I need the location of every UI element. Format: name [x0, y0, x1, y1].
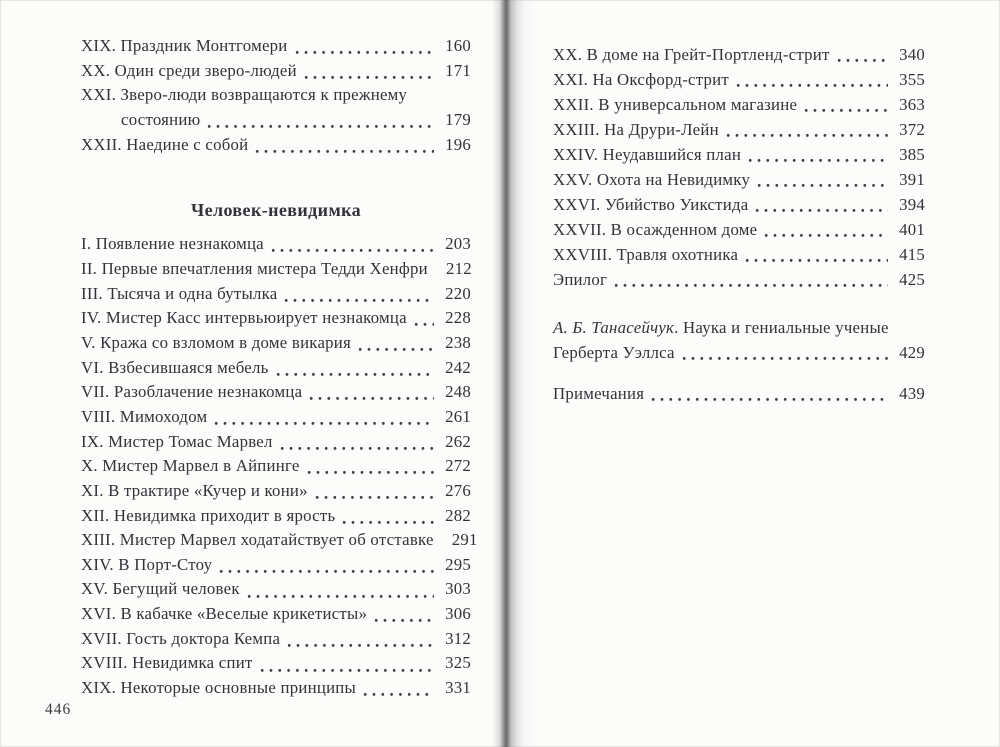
- toc-page-number: 196: [445, 134, 471, 154]
- toc-entry-line: [81, 282, 471, 307]
- toc-entry-line: [81, 257, 471, 282]
- toc-page-number: 306: [445, 604, 471, 624]
- toc-entry-text: III. Тысяча и одна бутылка: [81, 283, 278, 303]
- toc-entry-text: . Наука и гениальные ученые: [674, 318, 889, 337]
- dot-leader: [271, 240, 434, 257]
- toc-page-number: 171: [445, 60, 471, 80]
- toc-entry-line: [553, 315, 925, 340]
- toc-entry-text: XII. Невидимка приходит в ярость: [81, 505, 336, 525]
- toc-page-number: 372: [899, 120, 925, 139]
- toc-page-number: 363: [899, 95, 925, 114]
- toc-entry-text: VIII. Мимоходом: [81, 406, 208, 426]
- toc-entry-text: XXI. Зверо-люди возвращаются к прежнему: [81, 85, 408, 105]
- book-gutter-shadow: [492, 0, 534, 747]
- toc-page-number: 248: [445, 382, 471, 402]
- toc-section: [553, 42, 925, 292]
- toc-entry-text: XIII. Мистер Марвел ходатайствует об отставке: [81, 530, 434, 550]
- toc-entry-line: [81, 306, 471, 331]
- toc-entry-text: XX. В доме на Грейт-Портленд-стрит: [553, 45, 830, 64]
- dot-leader: [219, 560, 434, 577]
- toc-entry-line: [81, 133, 471, 158]
- toc-section: [553, 315, 925, 365]
- toc-entry-line: [81, 479, 471, 504]
- dot-leader: [276, 363, 434, 380]
- toc-entry-line: [81, 577, 471, 602]
- toc-entry-line: [81, 528, 478, 553]
- toc-entry-text: IX. Мистер Томас Марвел: [81, 431, 273, 451]
- toc-entry-line: [553, 242, 925, 267]
- toc-entry-continuation: [81, 108, 471, 133]
- dot-leader: [745, 250, 888, 267]
- dot-leader: [284, 289, 434, 306]
- toc-left-page: [45, 34, 478, 718]
- toc-page-number: 179: [445, 109, 471, 129]
- dot-leader: [214, 413, 434, 430]
- toc-entry-text: XIX. Праздник Монтгомери: [81, 36, 288, 55]
- toc-page-number: 238: [445, 332, 471, 352]
- toc-entry-line: [81, 83, 471, 108]
- toc-page-number: 391: [899, 170, 925, 189]
- toc-entry-text: XIX. Некоторые основные принципы: [81, 678, 357, 698]
- toc-page-number: 261: [445, 406, 471, 426]
- toc-entry-text: XXVI. Убийство Уикстида: [553, 195, 749, 214]
- toc-page-number: 385: [899, 145, 925, 164]
- toc-entry-line: [81, 34, 471, 59]
- dot-leader: [207, 116, 434, 133]
- toc-page-number: 439: [899, 384, 925, 403]
- toc-entry-line: [81, 380, 471, 405]
- dot-leader: [764, 225, 888, 242]
- toc-entry-text: XVII. Гость доктора Кемпа: [81, 628, 281, 648]
- toc-entry-line: [81, 676, 471, 701]
- dot-leader: [374, 610, 434, 627]
- toc-page-number: 212: [445, 258, 472, 278]
- toc-page-number: 220: [445, 283, 471, 303]
- dot-leader: [682, 348, 888, 365]
- dot-leader: [414, 314, 434, 331]
- dot-leader: [255, 140, 434, 157]
- toc-page-number: 429: [899, 343, 925, 362]
- dot-leader: [358, 339, 434, 356]
- toc-entry-text: XXIII. На Друри-Лейн: [553, 120, 719, 139]
- toc-right-page: [553, 42, 925, 406]
- toc-entry-text: XVIII. Невидимка спит: [81, 653, 253, 673]
- toc-page-number: 228: [445, 308, 471, 328]
- dot-leader: [755, 200, 888, 217]
- toc-entry-line: [81, 627, 471, 652]
- toc-page-number: 325: [445, 653, 471, 673]
- toc-entry-text: II. Первые впечатления мистера Тедди Хенфри: [81, 258, 428, 278]
- dot-leader: [280, 437, 434, 454]
- toc-entry-line: [81, 232, 471, 257]
- toc-entry-text: XIV. В Порт-Стоу: [81, 554, 213, 574]
- toc-page-number: 303: [445, 579, 471, 599]
- toc-entry-text: XXVII. В осажденном доме: [553, 220, 758, 239]
- toc-page-number: 272: [445, 456, 471, 476]
- toc-section: [81, 34, 471, 157]
- toc-entry-line: [553, 167, 925, 192]
- toc-entry-continuation: [553, 340, 925, 365]
- toc-entry-line: [81, 602, 471, 627]
- toc-entry-line: [81, 454, 471, 479]
- toc-entry-text: XX. Один среди зверо-людей: [81, 60, 297, 80]
- toc-entry-line: [553, 381, 925, 406]
- toc-section: [81, 198, 478, 700]
- dot-leader: [309, 388, 434, 405]
- toc-page-number: 394: [899, 195, 925, 214]
- toc-entry-text: V. Кража со взломом в доме викария: [81, 332, 351, 352]
- toc-entry-text: VII. Разоблачение незнакомца: [81, 382, 303, 402]
- toc-section: [553, 381, 925, 406]
- dot-leader: [295, 42, 434, 59]
- toc-entry-line: [81, 405, 471, 430]
- toc-entry-line: [553, 92, 925, 117]
- toc-entry-text: XI. В трактире «Кучер и кони»: [81, 480, 308, 500]
- toc-entry-line: [81, 553, 471, 578]
- toc-entry-text: XXVIII. Травля охотника: [553, 245, 739, 264]
- toc-entry-text: Герберта Уэллса: [553, 343, 675, 362]
- toc-entry-text: XV. Бегущий человек: [81, 579, 240, 599]
- dot-leader: [363, 684, 434, 701]
- toc-entry-line: [553, 67, 925, 92]
- dot-leader: [260, 659, 434, 676]
- toc-entry-text: I. Появление незнакомца: [81, 234, 264, 254]
- toc-entry-line: [81, 504, 471, 529]
- dot-leader: [804, 100, 888, 117]
- toc-entry-text: VI. Взбесившаяся мебель: [81, 357, 269, 377]
- toc-entry-line: [81, 331, 471, 356]
- page-folio: 446: [45, 701, 72, 718]
- toc-entry-text: IV. Мистер Касс интервьюирует незнакомца: [81, 308, 407, 328]
- toc-page-number: 340: [899, 45, 925, 64]
- toc-entry-text: Примечания: [553, 384, 645, 403]
- toc-entry-line: [553, 117, 925, 142]
- toc-entry-line: [553, 267, 925, 292]
- dot-leader: [247, 585, 434, 602]
- toc-page-number: 242: [445, 357, 471, 377]
- toc-entry-line: [553, 192, 925, 217]
- toc-entry-text: XXI. На Оксфорд-стрит: [553, 70, 729, 89]
- toc-entry-line: [553, 42, 925, 67]
- toc-page-number: 312: [445, 628, 471, 648]
- toc-entry-text: Эпилог: [553, 270, 608, 289]
- toc-entry-text: XVI. В кабачке «Веселые крикетисты»: [81, 604, 368, 624]
- toc-entry-text: XXII. Наедине с собой: [81, 134, 249, 154]
- toc-left-sections: [81, 34, 478, 701]
- dot-leader: [651, 389, 888, 406]
- toc-right-sections: [553, 42, 925, 406]
- dot-leader: [748, 150, 888, 167]
- author-name-italic: А. Б. Танасейчук: [553, 318, 675, 337]
- toc-page-number: 262: [445, 431, 471, 451]
- dot-leader: [614, 275, 888, 292]
- toc-page-number: 415: [899, 245, 925, 264]
- toc-page-number: 355: [899, 70, 925, 89]
- dot-leader: [287, 634, 434, 651]
- dot-leader: [736, 75, 888, 92]
- toc-entry-text: XXII. В универсальном магазине: [553, 95, 798, 114]
- toc-entry-text: XXV. Охота на Невидимку: [553, 170, 751, 189]
- toc-entry-text: XXIV. Неудавшийся план: [553, 145, 742, 164]
- toc-entry-line: [81, 59, 471, 84]
- dot-leader: [726, 125, 888, 142]
- toc-page-number: 282: [445, 505, 471, 525]
- toc-page-number: 401: [899, 220, 925, 239]
- dot-leader: [757, 175, 888, 192]
- toc-entry-text: X. Мистер Марвел в Айпинге: [81, 456, 300, 476]
- dot-leader: [304, 66, 434, 83]
- toc-page-number: 203: [445, 234, 471, 254]
- toc-page-number: 295: [445, 554, 471, 574]
- section-heading: Человек-невидимка: [190, 200, 361, 221]
- toc-entry-text: состоянию: [121, 109, 201, 129]
- toc-entry-line: [553, 142, 925, 167]
- dot-leader: [307, 462, 434, 479]
- toc-page-number: 276: [445, 480, 471, 500]
- toc-entry-line: [81, 356, 471, 381]
- toc-entry-line: [553, 217, 925, 242]
- toc-entry-line: [81, 430, 471, 455]
- dot-leader: [837, 50, 888, 67]
- toc-page-number: 425: [899, 270, 925, 289]
- dot-leader: [315, 487, 434, 504]
- toc-page-number: 291: [451, 530, 478, 550]
- toc-page-number: 160: [445, 36, 471, 55]
- toc-page-number: 331: [445, 678, 471, 698]
- dot-leader: [342, 511, 434, 528]
- toc-entry-line: [81, 651, 471, 676]
